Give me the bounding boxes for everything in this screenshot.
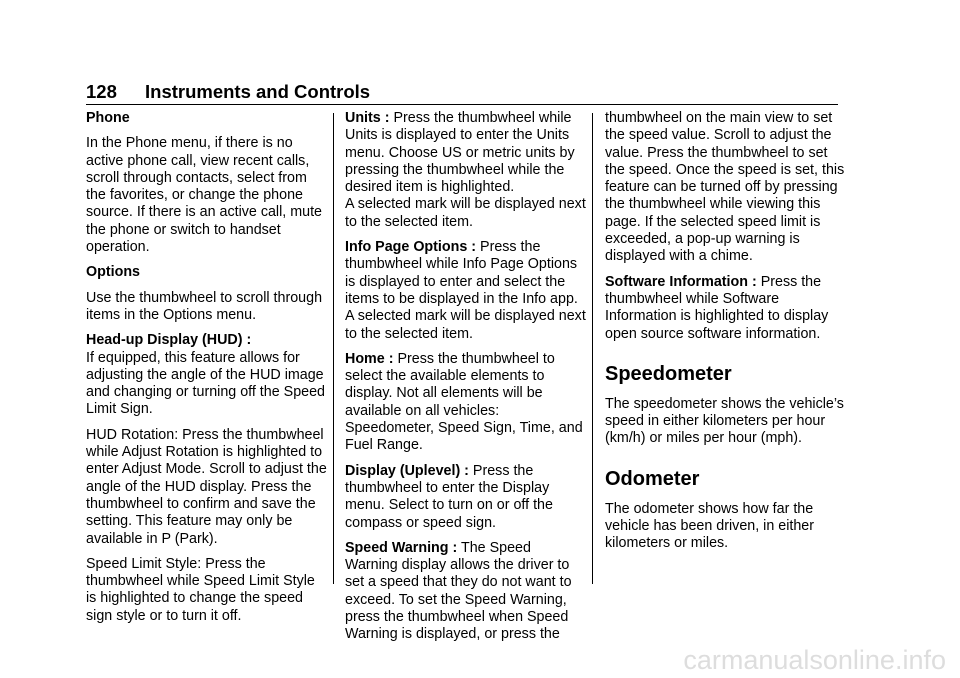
options-heading: Options — [86, 264, 141, 281]
hud-heading: Head-up Display (HUD) : — [86, 332, 252, 349]
speed-warning-text: The Speed Warning display allows the driver to set a speed that they do not want to exceed. To set the Speed Warning, press the thumbwheel when Speed Warning is displayed, or press the — [345, 539, 572, 643]
speed-warning-paragraph — [345, 540, 587, 644]
options-paragraph: Use the thumbwheel to scroll through items in the Options menu. — [86, 289, 323, 323]
units-text: Press the thumbwheel while Units is displayed to enter the Units menu. Choose US or metric units by pressing the thumbwheel while the desired item is highlighted. — [345, 110, 575, 196]
watermark: carmanualsonline.info — [683, 645, 946, 675]
display-text: Press the thumbwheel to enter the Display menu. Select to turn on or off the compass or speed sign. — [345, 462, 553, 531]
home-label: Home : — [345, 350, 394, 367]
display-paragraph — [345, 463, 587, 532]
speedometer-paragraph: The speedometer shows the vehicle’s speed in either kilometers per hour (km/h) or miles per hour (mph). — [605, 395, 844, 447]
odometer-heading: Odometer — [605, 467, 700, 490]
info-page-options-text: Press the thumbwheel while Info Page Options is displayed to enter and select the items to be displayed in the Info app. A selected mark will be displayed next to the selected item. — [345, 239, 586, 342]
home-text: Press the thumbwheel to select the available elements to display. Not all elements will be available on all vehicles: Speedometer, Speed Sign, Time, and Fuel Range. — [345, 350, 583, 454]
software-information-paragraph — [605, 274, 847, 343]
page-number: 128 — [86, 81, 117, 102]
column-right — [605, 110, 847, 561]
column-divider-right — [592, 113, 593, 584]
info-page-options-label: Info Page Options : — [345, 239, 477, 256]
section-title: Instruments and Controls — [145, 81, 371, 102]
home-paragraph — [345, 351, 587, 455]
display-label: Display (Uplevel) : — [345, 462, 469, 479]
info-page-options-paragraph — [345, 239, 587, 343]
column-left — [86, 110, 328, 633]
odometer-paragraph: The odometer shows how far the vehicle has been driven, in either kilometers or miles. — [605, 500, 815, 552]
speedometer-heading: Speedometer — [605, 362, 732, 385]
phone-paragraph: In the Phone menu, if there is no active phone call, view recent calls, scroll through contacts, select from the favorites, or change the phone source. If there is an active call, mute the phone or switch to handset operation. — [86, 135, 323, 256]
speed-warning-continued: thumbwheel on the main view to set the speed value. Scroll to adjust the value. Press the thumbwheel to set the speed. Once the speed is set, this feature can be turned off by pressing the thumbwheel while viewing this page. If the selected speed limit is exceeded, a pop-up warning is displayed with a chime. — [605, 110, 845, 265]
units-label: Units : — [345, 110, 390, 126]
column-middle — [345, 110, 587, 652]
hud-rotation-paragraph: HUD Rotation: Press the thumbwheel while Adjust Rotation is highlighted to enter Adjust Mode. Scroll to adjust the angle of the HUD display. Press the thumbwheel to confirm and save the setting. This feature may only be available in P (Park). — [86, 426, 327, 547]
units-paragraph — [345, 110, 587, 196]
software-information-text: Press the thumbwheel while Software Information is highlighted to display open source software information. — [605, 273, 829, 342]
phone-heading: Phone — [86, 110, 130, 126]
software-information-label: Software Information : — [605, 273, 757, 290]
speed-warning-label: Speed Warning : — [345, 539, 458, 556]
page-header — [86, 80, 838, 105]
column-divider-left — [333, 113, 334, 584]
speed-limit-style-paragraph: Speed Limit Style: Press the thumbwheel while Speed Limit Style is highlighted to change the speed sign style or to turn it off. — [86, 555, 315, 624]
units-paragraph-2: A selected mark will be displayed next to the selected item. — [345, 196, 586, 230]
hud-paragraph: If equipped, this feature allows for adjusting the angle of the HUD image and changing or turning off the Speed Limit Sign. — [86, 349, 325, 418]
